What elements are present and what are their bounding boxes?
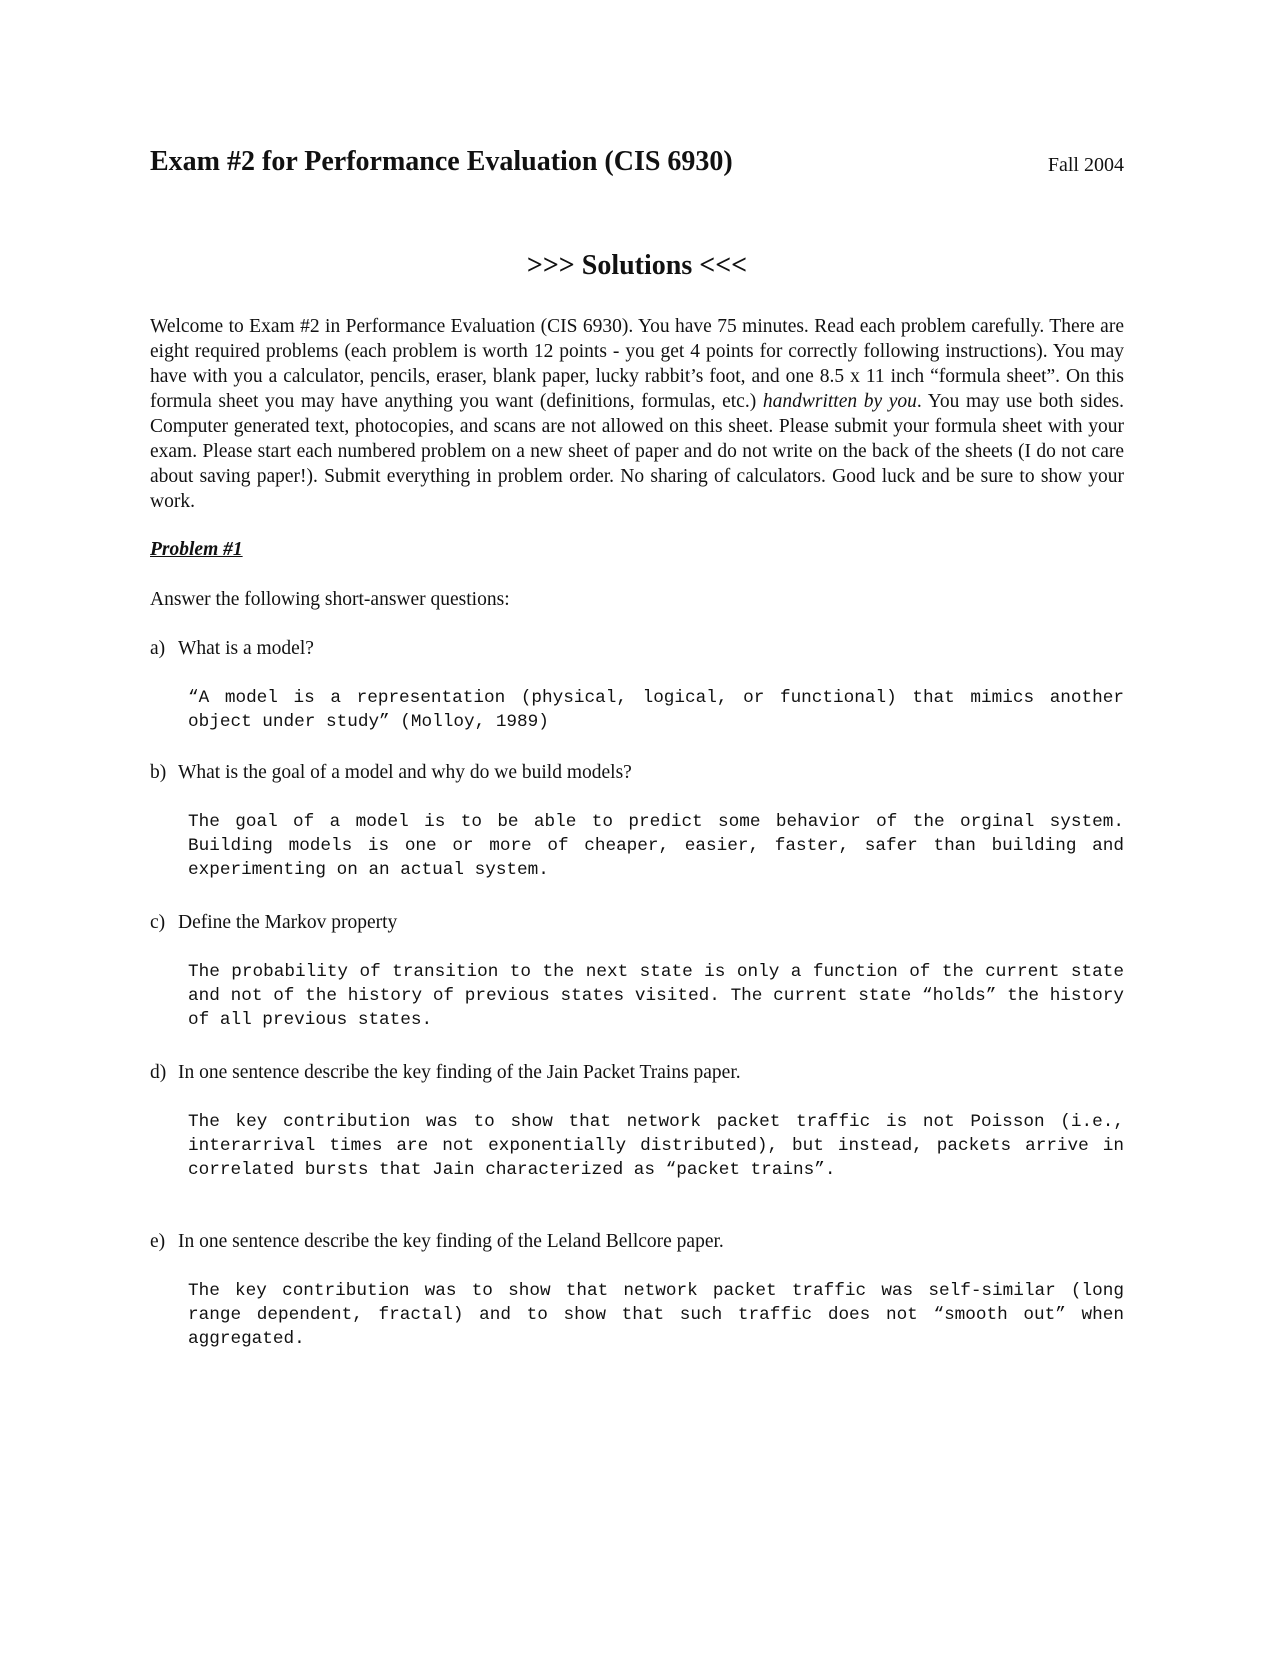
answer-c: The probability of transition to the next state is only a function of the current state and not of the history of previous states visited. The current state “holds” the history of all previous states.	[188, 962, 1124, 1030]
question-letter: d)	[150, 1062, 167, 1083]
solutions-heading: >>> Solutions <<<	[526, 250, 748, 281]
question-text: Define the Markov property	[178, 912, 398, 933]
instructions-text-1: Welcome to Exam #2 in Performance Evaluation (CIS 6930). You have 75 minutes. Read each problem carefully. There are eight required problems (each problem is worth 12 points - you get 4 points for correctly following instructions). You may have with you a calculator, pencils, eraser, blank paper, lucky rabbit’s foot, and one 8.5 x 11 inch “formula sheet”. On this formula sheet you may have anything you want (definitions, formulas, etc.)	[150, 316, 1124, 412]
page-header	[150, 146, 1124, 186]
instructions-emphasis: handwritten by you	[762, 391, 917, 412]
question-a	[150, 638, 1124, 660]
question-d	[150, 1062, 1124, 1084]
question-letter: b)	[150, 762, 167, 783]
question-text: In one sentence describe the key finding of the Jain Packet Trains paper.	[178, 1062, 741, 1083]
answer-b: The goal of a model is to be able to predict some behavior of the orginal system. Building models is one or more of cheaper, easier, faster, safer than building and experimenting on an actual system.	[188, 812, 1124, 880]
instructions-text-2: . You may use both sides. Computer generated text, photocopies, and scans are not allowed on this sheet. Please submit your formula sheet with your exam. Please start each numbered problem on a new sheet of paper and do not write on the back of the sheets (I do not care about saving paper!). Submit everything in problem order. No sharing of calculators. Good luck and be sure to show your work.	[150, 391, 1124, 512]
problem-intro: Answer the following short-answer questions:	[150, 589, 510, 610]
question-c	[150, 912, 1124, 934]
question-e	[150, 1231, 1124, 1253]
question-text: What is the goal of a model and why do we build models?	[178, 762, 632, 783]
answer-a: “A model is a representation (physical, logical, or functional) that mimics another object under study” (Molloy, 1989)	[188, 688, 1124, 732]
question-text: What is a model?	[178, 638, 314, 659]
answer-d: The key contribution was to show that network packet traffic is not Poisson (i.e., interarrival times are not exponentially distributed), but instead, packets arrive in correlated bursts that Jain characterized as “packet trains”.	[188, 1112, 1124, 1180]
problem-heading: Problem #1	[150, 539, 243, 560]
question-letter: a)	[150, 638, 166, 659]
exam-title: Exam #2 for Performance Evaluation (CIS 6930)	[150, 146, 733, 177]
exam-page	[150, 0, 1124, 1656]
instructions-paragraph	[150, 314, 1124, 514]
question-letter: e)	[150, 1231, 166, 1252]
question-b	[150, 762, 1124, 784]
question-letter: c)	[150, 912, 166, 933]
exam-term: Fall 2004	[1047, 154, 1124, 176]
answer-e: The key contribution was to show that network packet traffic was self-similar (long range dependent, fractal) and to show that such traffic does not “smooth out” when aggregated.	[188, 1281, 1124, 1349]
question-text: In one sentence describe the key finding of the Leland Bellcore paper.	[178, 1231, 724, 1252]
